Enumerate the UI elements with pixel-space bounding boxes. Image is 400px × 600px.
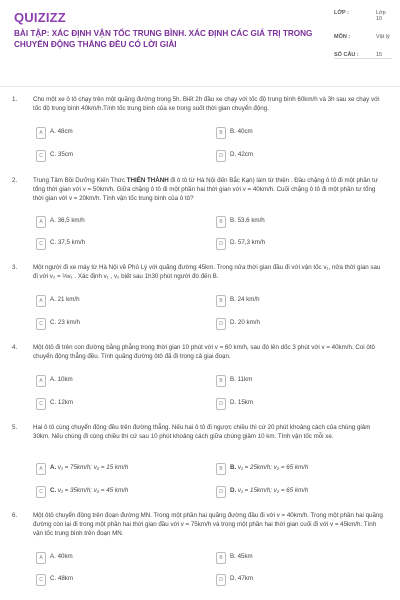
- quizizz-logo: QUIZIZZ: [14, 10, 66, 25]
- option-text: C. 35cm: [50, 151, 74, 158]
- option-letter-box: D: [216, 486, 226, 498]
- option-letter-box: D: [216, 150, 226, 162]
- option-text: D. 57,3 km/h: [230, 239, 266, 246]
- option-text: A. 36,5 km/h: [50, 217, 85, 224]
- question-number: 1.: [12, 96, 18, 103]
- option-letter-box: C: [36, 318, 46, 330]
- option-text: A. 48cm: [50, 128, 73, 135]
- question-text: Cho một xe ô tô chạy trên một quãng đường trong 5h. Biết 2h đầu xe chạy với tốc độ trung bình 60km/h và 3h sau xe chạy với tốc độ trung bình 40km/h.Tính tốc trung bình của xe trong suốt thời gian chuyển động.: [33, 96, 380, 112]
- worksheet-meta: [334, 10, 392, 68]
- center-name: THIÊN THÀNH: [126, 177, 169, 184]
- option-letter-box: C: [36, 574, 46, 586]
- option-text: B. 11km: [230, 376, 253, 383]
- question-number: 4.: [12, 344, 18, 351]
- option-prefix: B.: [230, 464, 238, 471]
- option-text: D. 47km: [230, 575, 254, 582]
- option-letter-box: D: [216, 574, 226, 586]
- option-c[interactable]: [36, 150, 196, 163]
- question-count-label: SỐ CÂU :: [334, 52, 359, 58]
- class-value: Lớp 10: [376, 10, 386, 22]
- option-c[interactable]: [36, 318, 196, 331]
- option-letter-box: A: [36, 295, 46, 307]
- option-letter-box: B: [216, 552, 226, 564]
- worksheet-header: [0, 0, 400, 86]
- option-text: D. 15km: [230, 399, 254, 406]
- option-letter-box: C: [36, 238, 46, 250]
- option-text: [230, 464, 308, 471]
- question-number: 6.: [12, 512, 18, 519]
- option-text: B. 40cm: [230, 128, 253, 135]
- option-a[interactable]: [36, 295, 196, 308]
- option-formula: v₁ = 35km/h; v₂ = 45 km/h: [57, 487, 129, 494]
- option-c[interactable]: [36, 574, 196, 587]
- option-c[interactable]: [36, 486, 196, 499]
- option-d[interactable]: [216, 486, 376, 499]
- option-text: B. 45km: [230, 553, 253, 560]
- option-a[interactable]: [36, 552, 196, 565]
- question-count-value: 15: [376, 52, 383, 58]
- class-label: LỚP :: [334, 10, 349, 16]
- option-letter-box: A: [36, 375, 46, 387]
- option-letter-box: B: [216, 295, 226, 307]
- option-prefix: C.: [50, 487, 58, 494]
- option-b[interactable]: [216, 552, 376, 565]
- option-text: B. 53,6 km/h: [230, 217, 265, 224]
- option-text: C. 37,5 km/h: [50, 239, 86, 246]
- option-prefix: D.: [230, 487, 238, 494]
- option-letter-box: D: [216, 238, 226, 250]
- option-text: C. 12km: [50, 399, 74, 406]
- option-a[interactable]: [36, 127, 196, 140]
- option-text: [50, 487, 128, 494]
- option-a[interactable]: [36, 375, 196, 388]
- option-letter-box: A: [36, 127, 46, 139]
- option-letter-box: C: [36, 486, 46, 498]
- question-text: [33, 177, 385, 203]
- header-divider: [0, 86, 400, 87]
- option-text: B. 24 km/h: [230, 296, 260, 303]
- option-text: C. 23 km/h: [50, 319, 80, 326]
- option-prefix: A.: [50, 464, 58, 471]
- subject-label: MÔN :: [334, 34, 351, 40]
- option-d[interactable]: [216, 238, 376, 251]
- option-b[interactable]: [216, 127, 376, 140]
- question-text-pre: Trung Tâm Bồi Dưỡng Kiến Thức: [33, 177, 127, 184]
- option-d[interactable]: [216, 318, 376, 331]
- option-b[interactable]: [216, 375, 376, 388]
- option-text: A. 40km: [50, 553, 73, 560]
- option-a[interactable]: [36, 463, 196, 476]
- question-text: Một ôtô đi trên con đường bằng phẳng trong thời gian 10 phút với v = 60 km/h, sau đó lên dốc 3 phút với v = 40km/h. Coi ôtô chuyển động thẳng đều. Tính quãng đường ôtô đã đi trong cả giai đoạn.: [33, 344, 375, 360]
- option-text: [230, 487, 308, 494]
- option-d[interactable]: [216, 150, 376, 163]
- question-text: Một người đi xe máy từ Hà Nội về Phủ Lý với quãng đường 45km. Trong nửa thời gian đầu đi với vận tốc v₁, nửa thời gian sau đi với v₂ = ⅔v₁ . Xác định v₁ , v₂ biết sau 1h30 phút người đó đến B.: [33, 264, 381, 280]
- option-formula: v₁ = 25km/h; v₂ = 65 km/h: [237, 464, 309, 471]
- option-b[interactable]: [216, 295, 376, 308]
- option-text: C. 48km: [50, 575, 74, 582]
- option-letter-box: D: [216, 318, 226, 330]
- option-c[interactable]: [36, 398, 196, 411]
- option-d[interactable]: [216, 398, 376, 411]
- option-text: A. 10km: [50, 376, 73, 383]
- question-text: Một ôtô chuyển động trên đoạn đường MN. Trong một phần hai quãng đường đầu đi với v = 40km/h. Trong một phần hai quãng đường còn lại đi trong một phần hai thời gian đầu với v = 75km/h và trong một phần hai thời gian cuối đi với v = 45km/h. Tính vận tốc trung bình trên đoạn MN.: [33, 512, 383, 537]
- option-letter-box: C: [36, 398, 46, 410]
- question-number: 2.: [12, 177, 18, 184]
- meta-divider: [334, 58, 392, 59]
- option-text: D. 42cm: [230, 151, 254, 158]
- option-text: D. 20 km/h: [230, 319, 260, 326]
- question-text-post: đi ô tô từ Hà Nội đến Bắc Kạn) làm từ thiện . Đầu chặng ô tô đi một phần tư tổng thời gian với v = 50km/h. Giữa chặng ô tô đi một phần hai thời gian với v = 40km/h. Cuối chặng ô tô đi một phần tư tổng thời gian với v = 20km/h. Tính vận tốc trung bình của ô tô?: [33, 177, 378, 202]
- question-text: Hai ô tô cùng chuyển động đều trên đường thẳng. Nếu hai ô tô đi ngược chiều thì cứ 20 phút khoảng cách của chúng giảm 30km. Nếu chúng đi cùng chiều thì cứ sau 10 phút khoảng cách giữa chúng giảm 10 km. Tính vận tốc mỗi xe.: [33, 424, 371, 440]
- option-letter-box: D: [216, 398, 226, 410]
- option-text: [50, 464, 128, 471]
- option-letter-box: B: [216, 375, 226, 387]
- option-letter-box: B: [216, 463, 226, 475]
- option-b[interactable]: [216, 216, 376, 229]
- option-formula: v₁ = 15km/h; v₂ = 65 km/h: [237, 487, 309, 494]
- question-number: 3.: [12, 264, 18, 271]
- option-b[interactable]: [216, 463, 376, 476]
- option-letter-box: B: [216, 127, 226, 139]
- option-letter-box: C: [36, 150, 46, 162]
- option-a[interactable]: [36, 216, 196, 229]
- option-letter-box: A: [36, 216, 46, 228]
- option-formula: v₁ = 75km/h; v₂ = 15 km/h: [57, 464, 129, 471]
- option-letter-box: B: [216, 216, 226, 228]
- option-letter-box: A: [36, 463, 46, 475]
- subject-value: Vật lý: [376, 34, 390, 40]
- option-letter-box: A: [36, 552, 46, 564]
- worksheet-title: BÀI TẬP: XÁC ĐỊNH VẬN TỐC TRUNG BÌNH. XÁC ĐỊNH CÁC GIÁ TRỊ TRONG CHUYỂN ĐỘNG THẲNG ĐỀU CÓ LỜI GIẢI: [14, 29, 313, 49]
- question-number: 5.: [12, 424, 18, 431]
- option-text: A. 21 km/h: [50, 296, 80, 303]
- option-d[interactable]: [216, 574, 376, 587]
- option-c[interactable]: [36, 238, 196, 251]
